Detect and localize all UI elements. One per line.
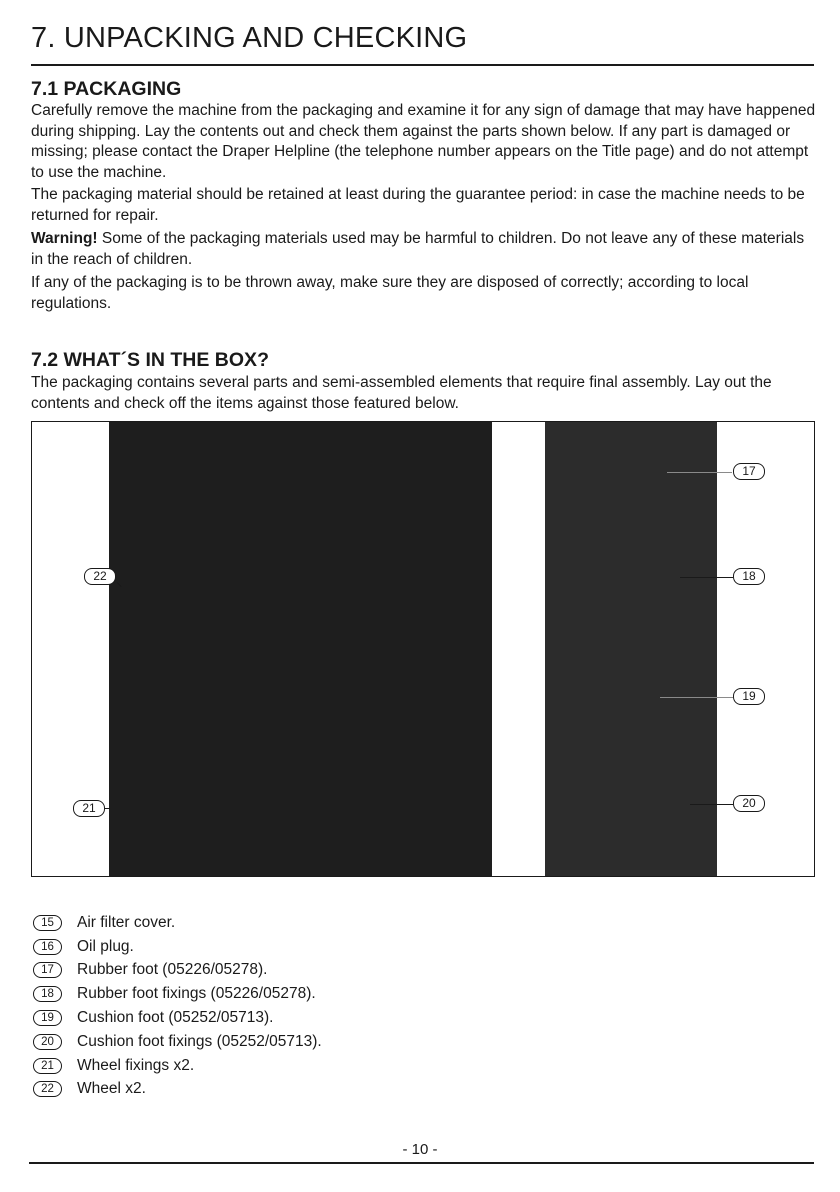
warning-paragraph: [31, 229, 816, 270]
callout-19: 19: [733, 688, 765, 705]
list-item: [33, 1078, 322, 1102]
part-label: Wheel x2.: [77, 1080, 146, 1098]
leader-line-18: [680, 577, 733, 578]
box-paragraph: The packaging contains several parts and semi-assembled elements that require final assembly. Lay out the contents and check off the items against those featured below.: [31, 374, 772, 412]
part-label: Air filter cover.: [77, 913, 176, 931]
section-heading-packaging: 7.1 PACKAGING: [31, 78, 182, 100]
callout-18: 18: [733, 568, 765, 585]
list-item: [33, 911, 322, 935]
title-divider: [31, 64, 814, 66]
page-title: 7. UNPACKING AND CHECKING: [31, 22, 468, 54]
callout-20: 20: [733, 795, 765, 812]
part-number-badge: 22: [33, 1081, 62, 1097]
packaging-paragraph-4: If any of the packaging is to be thrown away, make sure they are disposed of correctly; according to local regulations.: [31, 274, 749, 312]
warning-label: Warning!: [31, 230, 98, 247]
part-number-badge: 21: [33, 1058, 62, 1074]
part-number-badge: 17: [33, 962, 62, 978]
part-number-badge: 16: [33, 939, 62, 955]
part-number-badge: 15: [33, 915, 62, 931]
list-item: [33, 1006, 322, 1030]
accessories-photo: [545, 422, 717, 876]
part-number-badge: 18: [33, 986, 62, 1002]
section-heading-box: 7.2 WHAT´S IN THE BOX?: [31, 349, 269, 371]
part-label: Oil plug.: [77, 937, 134, 955]
leader-line-17: [667, 472, 732, 473]
list-item: [33, 1054, 322, 1078]
part-label: Rubber foot fixings (05226/05278).: [77, 985, 316, 1003]
packaging-paragraph-2: The packaging material should be retained at least during the guarantee period: in case the machine needs to be returned for repair.: [31, 186, 805, 224]
list-item: [33, 1030, 322, 1054]
list-item: [33, 982, 322, 1006]
callout-22: 22: [84, 568, 116, 585]
part-label: Wheel fixings x2.: [77, 1056, 195, 1074]
callout-17: 17: [733, 463, 765, 480]
part-label: Cushion foot fixings (05252/05713).: [77, 1032, 322, 1050]
packaging-paragraph-1: Carefully remove the machine from the packaging and examine it for any sign of damage that may have happened during shipping. Lay the contents out and check them against the parts shown below. If any part is damaged or missing; please contact the Draper Helpline (the telephone number appears on the Title page) and do not attempt to use the machine.: [31, 102, 816, 181]
machine-photo: [109, 422, 492, 876]
leader-line-19: [660, 697, 733, 698]
parts-list: [33, 911, 322, 1101]
part-number-badge: 19: [33, 1010, 62, 1026]
page-number: - 10 -: [402, 1141, 438, 1158]
part-label: Cushion foot (05252/05713).: [77, 1009, 274, 1027]
list-item: [33, 935, 322, 959]
callout-21: 21: [73, 800, 105, 817]
part-number-badge: 20: [33, 1034, 62, 1050]
footer-divider: [29, 1162, 814, 1164]
list-item: [33, 959, 322, 983]
warning-text: Some of the packaging materials used may be harmful to children. Do not leave any of these materials in the reach of children.: [31, 230, 805, 268]
leader-line-20: [690, 804, 733, 805]
parts-figure: [31, 421, 815, 877]
leader-line-21: [105, 808, 110, 809]
part-label: Rubber foot (05226/05278).: [77, 961, 268, 979]
